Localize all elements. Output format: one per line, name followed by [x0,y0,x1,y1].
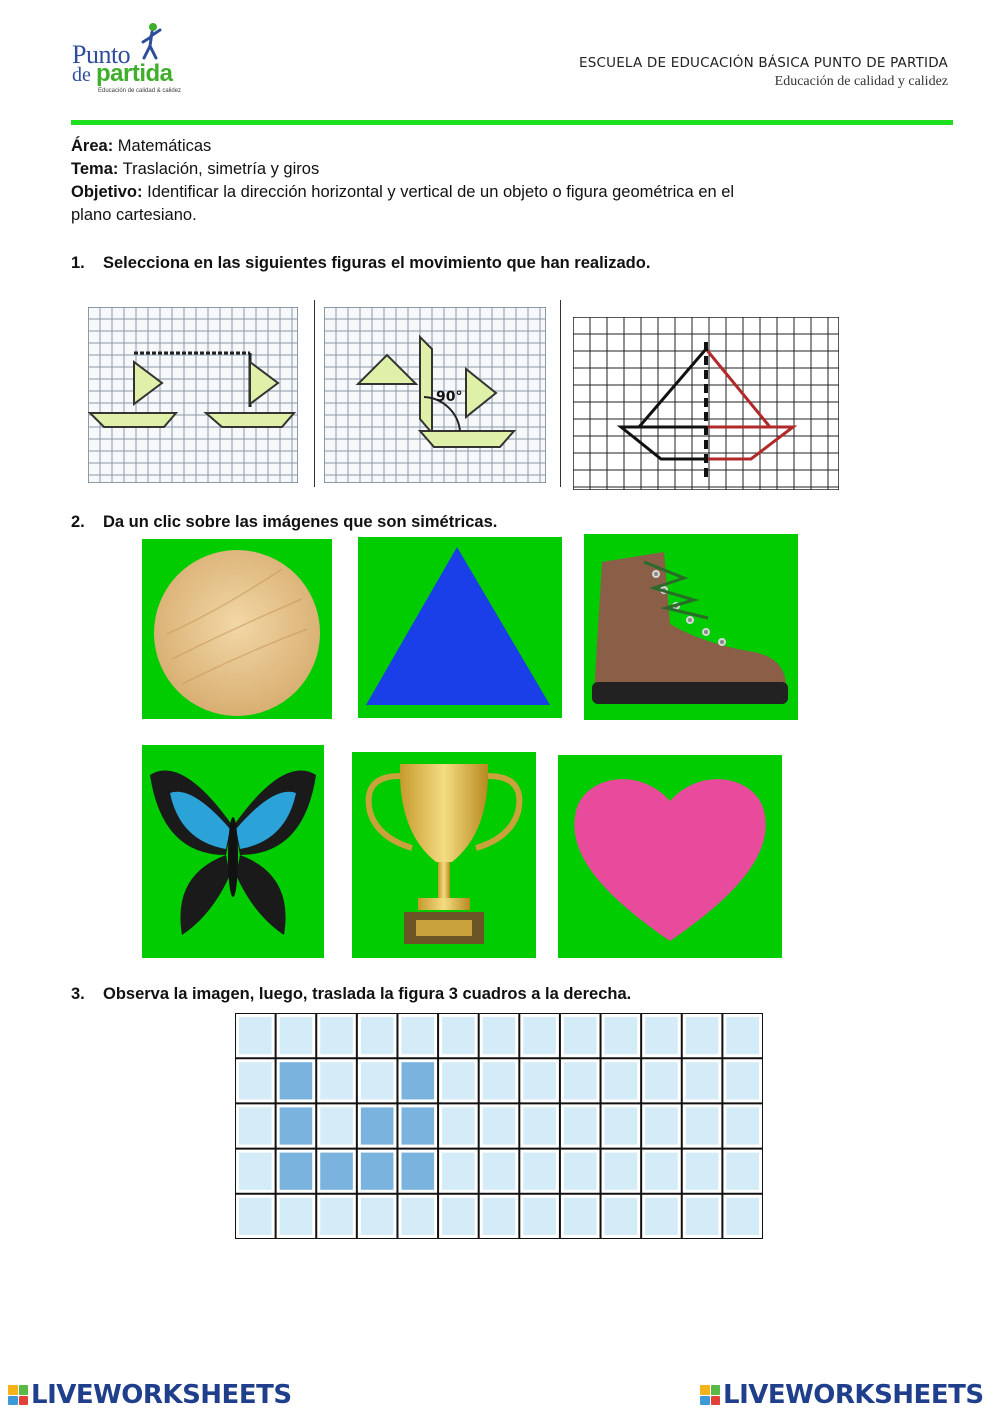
grid-cell[interactable] [686,1198,719,1235]
grid-cell[interactable] [239,1153,272,1190]
logo-text-partida: partida [96,60,173,87]
grid-cell[interactable] [726,1198,759,1235]
grid-cell[interactable] [564,1017,597,1054]
area-label: Área: [71,137,114,155]
grid-cell[interactable] [726,1017,759,1054]
grid-cell[interactable] [320,1062,353,1099]
wooden-circle-icon [142,539,332,719]
tema-line [71,158,319,181]
panel-separator [314,300,315,487]
trophy-icon [352,752,536,958]
grid-cell[interactable] [605,1107,638,1144]
grid-cell[interactable] [361,1198,394,1235]
image-option-butterfly[interactable] [142,745,324,958]
liveworksheets-icon [8,1385,28,1405]
question-number: 1. [71,254,85,272]
grid-cell[interactable] [605,1017,638,1054]
grid-cell[interactable] [442,1017,475,1054]
grid-cell[interactable] [645,1153,678,1190]
grid-cell[interactable] [483,1017,516,1054]
grid-cell[interactable] [401,1198,434,1235]
question-1 [71,254,650,273]
grid-cell[interactable] [605,1062,638,1099]
heart-icon [558,755,782,958]
tema-value: Traslación, simetría y giros [122,160,320,178]
school-motto: Educación de calidad y calidez [774,74,948,89]
filled-cell[interactable] [401,1062,434,1099]
grid-cell[interactable] [645,1198,678,1235]
rotation-angle-label: 90° [436,389,463,405]
tema-label: Tema: [71,160,119,178]
panel-separator [560,300,561,487]
child-figure-icon [138,22,164,62]
filled-cell[interactable] [320,1153,353,1190]
grid-cell[interactable] [564,1153,597,1190]
area-value: Matemáticas [117,137,212,155]
translation-grid[interactable] [88,307,298,483]
image-option-heart[interactable] [558,755,782,958]
logo-text-punto: Punto [72,40,131,69]
image-option-triangle[interactable] [358,537,562,718]
objetivo-value-2: plano cartesiano. [71,206,197,224]
grid-cell[interactable] [686,1107,719,1144]
grid-cell[interactable] [605,1153,638,1190]
translation-exercise-grid[interactable] [235,1013,763,1239]
grid-cell[interactable] [523,1153,556,1190]
school-name: ESCUELA DE EDUCACIÓN BÁSICA PUNTO DE PARTIDA [579,55,948,71]
grid-cell[interactable] [320,1017,353,1054]
grid-cell[interactable] [726,1107,759,1144]
school-logo [72,26,202,96]
grid-cell[interactable] [523,1198,556,1235]
grid-cell[interactable] [320,1107,353,1144]
grid-cell[interactable] [320,1198,353,1235]
grid-cell[interactable] [686,1062,719,1099]
grid-cell[interactable] [483,1062,516,1099]
school-header [579,55,948,90]
grid-cell[interactable] [564,1198,597,1235]
grid-cell[interactable] [483,1153,516,1190]
grid-cell[interactable] [280,1198,313,1235]
logo-tagline: Educación de calidad & calidez [98,88,182,94]
grid-cell[interactable] [483,1198,516,1235]
grid-cell[interactable] [442,1198,475,1235]
filled-cell[interactable] [361,1153,394,1190]
grid-cell[interactable] [239,1198,272,1235]
area-line [71,135,211,158]
grid-cell[interactable] [645,1062,678,1099]
question-text: Da un clic sobre las imágenes que son simétricas. [103,513,498,531]
grid-cell[interactable] [523,1017,556,1054]
grid-cell[interactable] [280,1017,313,1054]
grid-cell[interactable] [442,1153,475,1190]
question-3 [71,985,631,1004]
grid-cell[interactable] [726,1062,759,1099]
rotation-grid[interactable] [324,307,546,483]
grid-cell[interactable] [361,1017,394,1054]
question-number: 2. [71,513,85,531]
grid-cell[interactable] [564,1062,597,1099]
question-text: Selecciona en las siguientes figuras el movimiento que han realizado. [103,254,651,272]
filled-cell[interactable] [401,1153,434,1190]
filled-cell[interactable] [280,1153,313,1190]
grid-cell[interactable] [239,1017,272,1054]
triangle-icon [358,537,562,718]
grid-cell[interactable] [442,1062,475,1099]
objetivo-label: Objetivo: [71,183,143,201]
filled-cell[interactable] [280,1062,313,1099]
grid-cell[interactable] [442,1107,475,1144]
grid-cell[interactable] [686,1153,719,1190]
grid-cell[interactable] [239,1107,272,1144]
question-2 [71,513,497,532]
filled-cell[interactable] [361,1107,394,1144]
brand-text: LIVEWORKSHEETS [31,1380,292,1410]
liveworksheets-logo-right[interactable] [700,1380,984,1410]
question-text: Observa la imagen, luego, traslada la figura 3 cuadros a la derecha. [103,985,632,1003]
liveworksheets-logo-left[interactable] [8,1380,292,1410]
grid-cell[interactable] [726,1153,759,1190]
objetivo-line [71,181,734,204]
boot-icon [584,534,798,720]
header-divider [71,120,953,125]
grid-cell[interactable] [645,1017,678,1054]
objetivo-line-2 [71,204,197,227]
butterfly-icon [142,745,324,958]
grid-cell[interactable] [605,1198,638,1235]
grid-cell[interactable] [239,1062,272,1099]
image-option-boot[interactable] [584,534,798,720]
symmetry-grid[interactable] [573,317,839,490]
grid-cell[interactable] [686,1017,719,1054]
grid-cell[interactable] [645,1107,678,1144]
logo-text-de: de [72,64,91,86]
filled-cell[interactable] [401,1107,434,1144]
image-option-trophy[interactable] [352,752,536,958]
grid-cell[interactable] [483,1107,516,1144]
grid-cell[interactable] [523,1062,556,1099]
grid-cell[interactable] [401,1017,434,1054]
grid-cell[interactable] [361,1062,394,1099]
liveworksheets-icon [700,1385,720,1405]
question-number: 3. [71,985,85,1003]
objetivo-value: Identificar la dirección horizontal y vertical de un objeto o figura geométrica en el [147,183,735,201]
image-option-circle[interactable] [142,539,332,719]
grid-cell[interactable] [564,1107,597,1144]
grid-cell[interactable] [523,1107,556,1144]
filled-cell[interactable] [280,1107,313,1144]
brand-text: LIVEWORKSHEETS [723,1380,984,1410]
